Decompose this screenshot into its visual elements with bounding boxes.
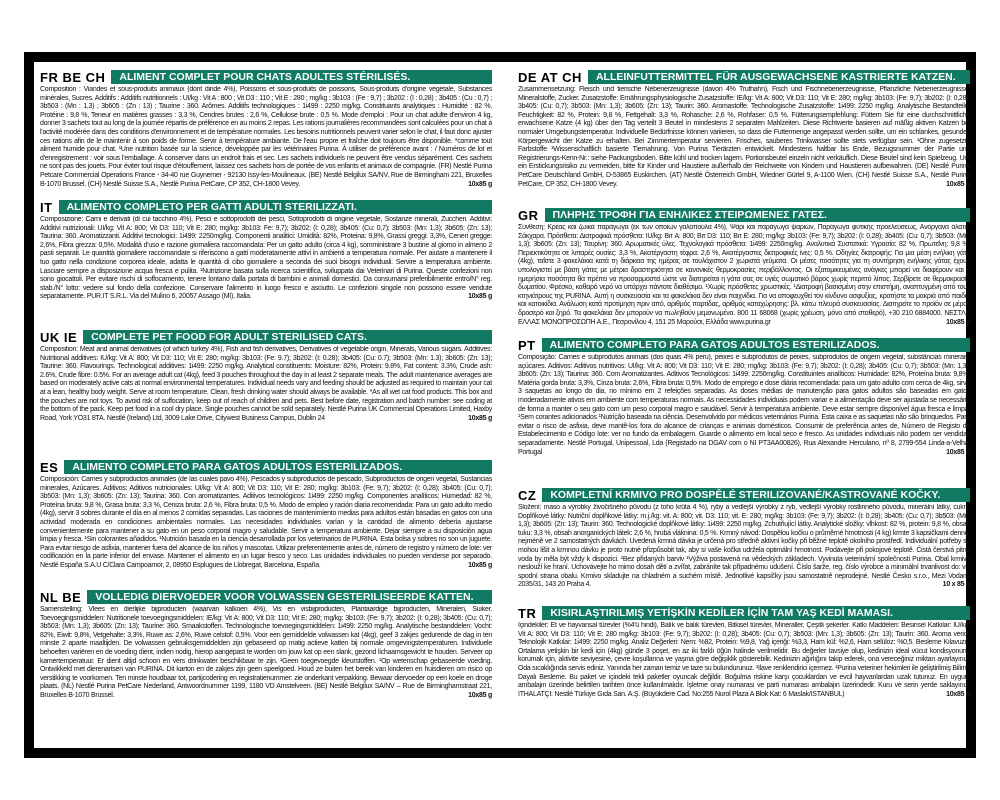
section-text: Složení: maso a výrobky živočišného původu (z toho krůta 4 %), ryby a vedlejší výrobky z ryb, vedlejší výrobky rostlinného původu, minerální látky, cukry. Doplňkové látky: Nutriční doplňkové látky: m.j./kg: vit. A: 800; vit. D3: 110; vit. E: 280; mg/kg: 3b103: (Fe: 9,7); 3b202: (I: 0,28); 3b405: (Cu: 0,7); 3b503: (Mn: 1,3); 3b605: (Zn: 13); Taurin: 360. Technologické doplňkové látky: 1i499: 2250 mg/kg. Zchutňující látky. Analytické složky: vlhkost: 82 %, protein: 9,8 %, obsah tuku: 3,3 %, obsah anorganických látek: 2,6 %, hrubá vláknina: 0,5 %. Krmný návod: Dospělou kočku o průměrné hmotnosti (4 kg) krmte 3 kapsičkami denně, nejméně ve 2 samostatných dávkách. Uvedená krmná dávka je určená pro středně aktivní kočky při běžné teplotě okolního prostředí. Individuální potřeby se mohou lišit a krmnou dávku je proto nutné přizpůsobit tak, aby si vaše kočka udržela optimální hmotnost. Podávejte při pokojové teplotě. Čistá čerstvá pitná voda by měla být vždy k dispozici. ¹Bez přidaných barviv ¹Výživa postavená na vědeckých základech. Vyvinuta veterinární společnosti Purina. Obal krmiva neslouží ke hraní. Uchovávejte ho mimo dosah dětí a zvířat, zabráníte tak případnému udušení. Číslo šarže, reg. číslo výrobce a minimální trvanlivost do: viz spodní strana obalu. Krmivo skladujte na chladném a suchém místě. Jednotlivé kapsičky jsou samostatně neprodejné. Nestlé Česko s.r.o., Mezi Vodami 2035/31, 143 20 Praha 4.	[518, 504, 970, 589]
left-column	[40, 70, 492, 720]
section-header	[518, 208, 970, 222]
country-code: CZ	[518, 487, 537, 503]
section-text: Composição: Carnes e subprodutos animais (dos quais 4% peru), peixes e subprodutos de peixes, subprodutos de origem vegetal, substâncias minerais, açúcares. Aditivos: Aditivos nutritivos: UI/kg: Vit A: 800; Vit D3: 110; Vit E: 280; mg/kg: 3b103: (Fe: 9,7); 3b202: (I: 0,28); 3b405: (Cu: 0,7); 3b503: (Mn: 1,3); 3b605: (Zn: 13); Taurina: 360. Com Aromatizantes. Aditivos Tecnológicos: 1i499: 2250mg/kg. Constituintes analíticos: Humidade: 82%, Proteína bruta: 9,8%, Matéria gorda bruta: 3,3%, Cinza bruta: 2,6%, Fibra bruta: 0,5%. Modo de emprego e dose diária recomendada: para um gato adulto com cerca de 4kg, sirva 3 saquetas ao longo do dia, no mínimo em 2 refeições separadas. As doses médias de manutenção para gatos adultos são baseadas em gatos moderadamente ativos em ambiente com temperaturas normais. As necessidades individuais podem variar e a alimentação deve ser ajustada se necessário de forma a manter o seu gato com um peso corporal magro e saudável. Servir à temperatura ambiente. Deve estar sempre disponível água fresca e limpa. ¹Sem corantes adicionados ¹Nutrição baseada na ciência. Desenvolvido por médicos veterinários Purina. Esta caixa e as saquetas não são brinquedos. Para evitar o risco de asfixia, deve mantê-los fora do alcance de crianças e animais domésticos. Consumir de preferência antes de, Número de Registo do Estabelecimento e Código lote: ver no fundo da embalagem. Guarde o alimento em local seco e fresco. As unidades individuais não podem ser vendidas separadamente. Nestlé Portugal, Unipessoal, Lda (Registado na DGAV com o NI PT3AA00826), Rua Alexandre Herculano, nº 8, 2799-554 Linda-a-Velha, Portugal	[518, 354, 970, 456]
country-code: FR BE CH	[40, 69, 106, 85]
section-text: Samenstelling: Vlees en dierlijke bijproducten (waarvan kalkoen 4%), Vis en visbijproducten, Plantaardige bijproducten, Mineralen, Suiker. Toevoegingsmiddelen: Nutritionele toevoegingsmiddelen: IE/kg: Vit A: 800; Vit D3: 110; Vit E: 280; mg/kg: 3b103: (Fe: 9,7); 3b202: (I: 0,28); 3b405: (Cu: 0,7); 3b503: (Mn: 1,3); 3b605: (Zn: 13); Taurine: 360. Smaakstoffen. Technologische toevoegingsmiddelen: 1i499: 2250 mg/kg. Analytische bestanddelen: Vocht: 82%, Eiwit: 9,8%, Vetgehalte: 3,3%, Ruwe as: 2,6%, Ruwe celstof: 0,5%. Voor een gemiddelde volwassen kat (4kg), geef 3 zakjes gedurende de dag in ten minste 2 aparte maaltijden. De volwassen gebruiksgemiddelden zijn gebaseerd op matig actieve katten bij normale omgevingstemperaturen. Individuele behoeften variëren en de voeding dient, indien nodig, hierop aangepast te worden om jouw kat op een slank, gezond lichaamsgewicht te houden. Serveer op kamertemperatuur. Er dient altijd schoon en vers drinkwater beschikbaar te zijn. ¹Geen toegevoegde kleurstoffen. ¹Op wetenschap gebaseerde voeding. Ontwikkeld met dierenartsen van PURINA. Dit karton en de zakjes zijn geen speelgoed. Houd ze buiten het bereik van kinderen en huisdieren om risico op verstikking te voorkomen. Ten minste houdbaar tot, partijcodering en registratienummer: zie onderkant verpakking. Bewaar diervoeder op een koele en droge plaats. (NL) Nestlé Purina PetCare Nederland, Antwoordnummer 1199, 1180 VD Amstelveen. (BE) Nestlé Belgilux SA/NV – Rue de Birminghamstraat 221, Bruxelles B-1070 Brussel.	[40, 606, 492, 699]
country-code: GR	[518, 207, 539, 223]
section-uk-ie	[40, 330, 492, 452]
section-title: ALIMENTO COMPLETO PER GATTI ADULTI STERILIZZATI.	[59, 200, 492, 214]
section-fr-be-ch	[40, 70, 492, 192]
section-title: ALIMENT COMPLET POUR CHATS ADULTES STÉRILISÉS.	[111, 70, 492, 84]
section-title: KOMPLETNÍ KRMIVO PRO DOSPĚLÉ STERILIZOVANÉ/KASTROVANÉ KOČKY.	[542, 488, 970, 502]
section-header	[518, 338, 970, 352]
country-code: UK IE	[40, 329, 78, 345]
section-tr	[518, 606, 970, 714]
right-column	[518, 70, 970, 722]
section-text: Σύνθεση: Κρέας και ζωικά παράγωγα (εκ των οποίων γαλοπούλα 4%), Ψάρι και παράγωγα ψαριών, Παράγωγα φυτικής προελεύσεως, Ανόργανα άλατα, Σάκχαρα. Πρόσθετα: Διατροφικά πρόσθετα: IU/kg: Βιτ A: 800; Βιτ D3: 110; Βιτ E: 280; mg/kg: 3b103: (Fe: 9,7); 3b202: (I: 0,28); 3b405: (Cu: 0,7); 3b503: (Mn: 1,3); 3b605: (Zn: 13); Ταυρίνη: 360. Αρωματικές ύλες. Τεχνολογικά πρόσθετα: 1i499: 2250mg/kg. Αναλυτικά Συστατικά: Υγρασία: 82 %, Πρωτεΐνη: 9,8 %, Περιεκτικότητα σε λιπαρές ουσίες: 3,3 %, Ακατέργαστη τέφρα: 2,6 %, Ακατέργαστες διατροφικές ίνες: 0,5 %. Οδηγίες διατροφής: Για μια μέση ενήλικη γάτα (4kg), ταΐστε 3 φακελάκια κατά τη διάρκεια της ημέρας σε τουλάχιστον 2 χωριστά γεύματα. Οι μέσες ποσότητες για τη συντήρηση ενήλικης γάτας έχουν υπολογιστεί με βάση γάτες με μέτρια δραστηριότητα σε κανονικές θερμοκρασίες περιβάλλοντος. Οι εξατομικευμένες ανάγκες μπορεί να διαφέρουν και η ημερήσια ποσότητα θα πρέπει να προσαρμοστεί ώστε να διατηρείται η γάτα σας σε υγιές σωματικό βάρος χωρίς περιττό λίπος. Σερβίρετε σε θερμοκρασία δωματίου. Φρέσκο, καθαρό νερό να υπάρχει πάντοτε διαθέσιμο. ¹Χωρίς πρόσθετες χρωστικές. ¹Διατροφή βασισμένη στην επιστήμη, αναπτυγμένη από τους κτηνιάτρους της PURINA. Αυτή η συσκευασία και τα φακελάκια δεν είναι παιχνίδια. Για να αποφευχθεί τον κίνδυνο ασφυξίας, κρατήστε τα μακριά από παιδιά και κατοικίδια. Ανάλωση κατά προτίμηση πριν από, αριθμός παρτίδας, αριθμός καταχώρησης: βλ. κάτω πλευρά συσκευασίας. Διατηρείτε το προϊόν σε μέρος δροσερό και ξηρό. Τα φακελάκια δεν μπορούν να πωληθούν μεμονωμένα. 800 11 68068 (χωρίς χρέωση, μόνο από σταθερό), +30 210 6884000. ΝΕΣΤΛΕ ΕΛΛΑΣ ΜΟΝΟΠΡΟΣΩΠΗ Α.Ε., Πεσρονίλου 4, 151 25 Μαρούσι, Ελλάδα www.purina.gr	[518, 224, 970, 326]
section-body	[40, 606, 492, 712]
section-pt	[518, 338, 970, 480]
section-body	[40, 346, 492, 452]
section-text: İçindekiler: Et ve hayvansal türevler (%4'ü hindi), Balık ve balık türevleri, Bitkisel türevler, Mineraller, Çeşitli şekerler. Katkı Maddeleri: Besinsel Katkılar: IU/kg: Vit A: 800; Vit D3: 110; Vit E: 280 mg/kg: 3b103: (Fe: 9,7); 3b202: (I: 0,28); 3b405: (Cu: 0,7); 3b503: (Mn: 1,3); 3b605: (Zn: 13); Taurin: 360. Aroma verici. Teknolojik Katkılar: 1i499: 2250 mg/kg. Analiz Değerleri: Nem: %82, Protein: %9,8, Yağ içeriği: %3,3, Ham kül: %2,6, Ham selüloz: %0,5. Besleme Kılavuzu: Ortalama yetişkin bir kedi için (4kg) günde 3 poşet, en az iki farklı öğün halinde verilmelidir. Bu değerler tavsiye olup, kedinizin ideal vücut kondisyonunu korumak için, aktivite seviyesine, çevre koşullarına ve yaşına göre değişiklik gösterebilir. Kedinizin ağırlığını takip ederek, ona vereceğiniz miktarı ayarlayınız. Oda sıcaklığında servis ediniz. Yanında her zaman temiz ve taze su bulundurunuz. ¹Ilave renklendirici içermez. ¹Purina veteriner hekimleri ile geliştirilmiş Bilime Dayalı Besleme. Bu paket ve içindeki tekli paketler oyuncak değildir. Boğulma riskine karşı çocuklardan ve evcil hayvanlardan uzak tutunuz. En uygun, ambalajın üzerinde belirtilen tarihten önce kullanılmalıdır. İşletme onay numarası ve parti numarası ambalajın üzerindedir. Kuru ve serin yerde saklayınız. ITHALATÇI: Nestlé Türkiye Gıda San. A.Ş. (Büyükdere Cad. No:255 Nurol Plaza A Blok Kat: 6 Maslak/ISTANBUL)	[518, 622, 970, 698]
section-title: KISIRLAŞTIRILMIŞ YETİŞKİN KEDİLER İÇİN TAM YAŞ KEDİ MAMASI.	[542, 606, 970, 620]
section-body	[518, 86, 970, 200]
section-cz	[518, 488, 970, 598]
section-title: ΠΛΗΡΗΣ ΤΡΟΦΗ ΓΙΑ ΕΝΗΛΙΚΕΣ ΣΤΕΙΡΩΜΕΝΕΣ ΓΑΤΕΣ.	[545, 208, 971, 222]
section-body	[518, 354, 970, 480]
section-header	[518, 606, 970, 620]
net-weight: 10x85 g	[468, 561, 492, 569]
section-it	[40, 200, 492, 322]
section-body	[40, 476, 492, 582]
section-text: Zusammensetzung: Fleisch und tierische Nebenerzeugnisse (davon 4% Truthahn), Fisch und Fischnebenerzeugnisse, Pflanzliche Nebenerzeugnisse, Mineralstoffe, Zucker. Zusatzstoffe: Ernährungsphysiologische Zusatzstoffe: IE/kg: Vit A: 800; Vit D3: 110; Vit E: 280; mg/kg: 3b103: (Fe: 9,7); 3b202: (I: 0,28); 3b405: (Cu: 0,7); 3b503: (Mn: 1,3); 3b605: (Zn: 13); Taurin: 360. Aromastoffe. Technologische Zusatzstoffe: 1i499: 2250 mg/kg. Analytische Bestandteile: Feuchtigkeit: 82 %, Protein: 9,8 %, Fettgehalt: 3,3 %, Rohasche: 2,6 %, Rohfaser: 0,5 %. Fütterungsempfehlung: Füttern Sie für eine durchschnittliche erwachsene Katze (4 kg) über den Tag verteilt 3 Beutel in mindestens 2 separaten Mahlzeiten. Diese Richtwerte basieren auf mäßig aktiven Katzen bei normaler Umgebungstemperatur. Individuelle Bedürfnisse können variieren, so dass die Futtermenge angepasst werden sollte, um ein schlankes, gesundes Körpergewicht der Katze zu erhalten. Bei Zimmertemperatur servieren. Frisches, sauberes Trinkwasser sollte stets verfügbar sein. ¹Ohne zugesetzte Farbstoffe ¹Wissenschaftlich basierte Tiernahrung. Von Purina Tierärzten entwickelt. Mindestens haltbar bis Ende, Bezugsnummer der Partie und Registrierungs-Kenn-Nr.: siehe Packungsboden. Bitte kühl und trocken lagern. Portionsbeutel einzeln nicht verkäuflich. Diese Beutel sind kein Spielzeug. Um ein Erstickungsrisiko zu vermeiden, bitte für Kinder und Haustiere außerhalb der Reichweite von Kindern und Haustieren aufbewahren. (DE) Nestlé Purina PetCare Deutschland GmbH, D-53865 Euskirchen. (AT) Nestlé Österreich GmbH, Wiedner Gürtel 9, A-1100 Wien. (CH) Nestlé Suisse S.A., Nestlé Purina PetCare, CP 352, CH-1800 Vevey.	[518, 86, 970, 188]
country-code: PT	[518, 337, 536, 353]
net-weight: 10x85 g	[468, 293, 492, 301]
section-es	[40, 460, 492, 582]
net-weight: 10x85 g	[946, 690, 970, 698]
section-title: VOLLEDIG DIERVOEDER VOOR VOLWASSEN GESTERILISEERDE KATTEN.	[87, 590, 492, 604]
section-text: Composizione: Carni e derivati (di cui tacchino 4%), Pesci e sottoprodotti dei pesci, Sottoprodotti di origine vegetale, Sostanze minerali, Zuccheri. Additivi: Additivi nutrizionali: UI/kg: Vit A: 800; Vit D3: 110; Vit E: 280; mg/kg: 3b103: Fe: 9,7); 3b202: (I: 0,28); 3b405: (Cu: 0,7); 3b503: (Mn: 1,3); 3b605: (Zn: 13); Taurina: 360. Aromatizzanti. Additivi tecnologici: 1i499: 2250mg/kg. Componenti analitici: Umidità: 82%, Proteina: 9,8%, Grassi greggi: 3,3%, Ceneri gregge: 2,6%, Fibra grezza: 0,5%. Modalità d'uso e razione giornaliera raccomandata: Per un gatto adulto (circa 4 kg), somministrare 3 bustine al giorno in almeno 2 pasti separati. Le quantità giornaliere raccomandate si riferiscono a gatti moderatamente attivi in ambienti a temperatura normale. Per aiutare a mantenere il tuo gatto nella condizione corporea ideale, adatta le quantità di cibo giornaliere a seconda dei suoi bisogni individuali. Servire a temperatura ambiente. Lasciare sempre a disposizione acqua fresca e pulita. ¹Nutrizione basata sulla ricerca scientifica, sviluppata dai Veterinari di Purina. Queste confezioni non sono giocattoli. Per evitare rischi di soffocamento, tenere lontano dalla portata di bambini e animali domestici. Da consumarsi preferibilmente entro/N° reg. stab./N° lotto: vedere sul fondo della confezione. Conservare l'alimento in luogo fresco e asciutto. Le confezioni singole non possono essere vendute separatamente. PUR.IT S.R.L. Via del Mulino 6, 20057 Assago (MI), Italia.	[40, 216, 492, 301]
section-header	[40, 70, 492, 84]
section-text: Composición: Carnes y subproductos animales (de las cuales pavo 4%), Pescados y subproductos de pescado, Subproductos de origen vegetal, Sustancias minerales, Azúcares. Aditivos: Aditivos nutricionales: UI/kg: Vit A: 800; Vit D3: 110; Vit E: 280; mg/kg: 3b103: (Fe: 9,7); 3b202: (I: 0,28); 3b405: (Cu: 0,7); 3b503: (Mn: 1,3); 3b605: (Zn: 13); Taurina: 360. Con aromatizantes. Aditivos tecnológicos: 1i499: 2250 mg/kg. Componentes analíticos: Humedad: 82 %, Proteína bruta: 9,8 %, Grasa bruta: 3,3 %, Ceniza bruta: 2,6 %, Fibra bruta: 0,5 %. Modo de empleo y ración diaria recomendada: Para un gato adulto medio (4kg), servir 3 sobres durante el día en al menos 2 comidas separadas. Las raciones de mantenimiento medias para adultos están basadas en gatos con una actividad moderada en condiciones ambientales normales. Las necesidades individuales varían y la cantidad de alimento debería ajustarse convenientemente para mantener a su gato en un peso corporal magro y saludable. Servir a temperatura ambiente. Dejar siempre a su disposición agua limpia y fresca. ¹Sin colorantes añadidos. ¹Nutrición basada en la ciencia desarrollada por los veterinarios de PURINA. Esta bolsa y sobres no son un juguete. Para evitar riesgo de asfixia, mantener fuera del alcance de los niños y mascotas. Utilizar preferentemente antes de, número de registro y número de lote: ver codificación en la parte inferior del envase. Mantener el alimento en un lugar fresco y seco. Las unidades individuales no pueden venderse por separado. Nestlé España S.A.U C/Clara Campoamor, 2, 08950 Esplugues de Llobregat, Barcelona, España.	[40, 476, 492, 569]
section-header	[518, 488, 970, 502]
section-header	[40, 460, 492, 474]
net-weight: 10x85 g	[946, 180, 970, 188]
section-text: Composition : Viandes et sous-produits animaux (dont dinde 4%), Poissons et sous-produits de poissons, Sous-produits d'origine végétale, Substances minérales, Sucres. Additifs : Additifs nutritionnels : UI/kg : Vit A : 800 ; Vit D3 : 110 ; Vit E : 280 ; mg/kg : 3b103 : (Fe : 9,7) ; 3b202 : (I : 0,28) ; 3b405 : (Cu : 0,7) ; 3b503 : (Mn : 1,3) ; 3b605 : (Zn : 13) ; Taurine : 360. Arômes. Additifs technologiques : 1i499 : 2250 mg/kg. Constituants analytiques : Humidité : 82 %, Protéine : 9,8 %, Teneur en matières grasses : 3,3 %, Cendres brutes : 2,6 %, Cellulose brute : 0,5 %. Mode d'emploi : Pour un chat adulte d'environ 4 kg, donner 3 sachets tout au long de la journée répartis de préférence en au moins 2 repas. Les rations journalières recommandées sont calculées pour un chat à l'activité modérée dans des conditions d'environnement et de température normales. Les besoins nutritionnels peuvent varier selon le chat, il faut donc ajuster ces rations afin de le maintenir à son poids de forme. Servir à température ambiante. De l'eau propre et fraîche doit toujours être disponible. *comme tout aliment humide pour chat. ¹Une nutrition basée sur la science, développée par les vétérinaires Purina. À utiliser de préférence avant : / Numéros de lot et d'enregistrement : voir sous l'emballage. À conserver dans un endroit frais et sec. Les sachets individuels ne peuvent être vendus séparément. Ces sachets ne sont pas des jouets. Pour éviter tout risque d'étouffement, laissez ces sachets hors de portée de vos enfants et animaux de compagnie. (FR) Nestlé Purina Petcare Commercial Operations France - 34-40 rue Guynemer - 92130 Issy-les-Moulineaux. (BE) Nestlé Belgilux SA/NV, Rue de Birmingham 221, Bruxelles B-1070 Brussel. (CH) Nestlé Suisse S.A., Nestlé Purina PetCare, CP 352, CH-1800 Vevey.	[40, 86, 492, 188]
section-header	[40, 330, 492, 344]
section-de-at-ch	[518, 70, 970, 200]
section-header	[40, 590, 492, 604]
section-header	[518, 70, 970, 84]
country-code: NL BE	[40, 589, 82, 605]
country-code: TR	[518, 605, 537, 621]
label-panel	[24, 52, 976, 758]
section-header	[40, 200, 492, 214]
section-body	[518, 622, 970, 714]
net-weight: 10x85 g	[946, 318, 970, 326]
section-gr	[518, 208, 970, 330]
country-code: IT	[40, 199, 53, 215]
section-body	[518, 224, 970, 330]
section-title: ALLEINFUTTERMITTEL FÜR AUSGEWACHSENE KASTRIERTE KATZEN.	[588, 70, 970, 84]
net-weight: 10 x 85 g	[942, 581, 970, 589]
section-body	[40, 216, 492, 322]
section-text: Composition: Meat and animal derivatives (of which turkey 4%), Fish and fish derivatives, Derivatives of vegetable origin, Minerals, Various sugars. Additives: Nutritional additives: IU/kg: Vit A: 800; Vit D3: 110; Vit E: 280; mg/kg: 3b103: (Fe: 9.7); 3b202: (I: 0.28); 3b405: (Cu: 0.7); 3b503: (Mn: 1.3); 3b605: (Zn: 13); Taurine: 360. Flavourings. Technological additives: 1i499: 2250 mg/kg. Analytical constituents: Moisture: 82%, Protein: 9.8%, Fat content: 3.3%, Crude ash: 2.6%, Crude fibre: 0.5%. For an average adult cat (4kg), feed 3 pouches throughout the day in at least 2 separate meals. The adult maintenance averages are based on moderately active cats at normal environmental temperatures. Individual needs vary and feeding should be adjusted as required to maintain your cat at a lean, healthy body weight. Serve at room temperature. Clean, fresh drinking water should always be available. *As all wet cat food products. This box and the pouches are not toys. To avoid risk of suffocation, keep out of reach of children and pets. Best before date, registration and batch number: see coding at the bottom of the pack. Keep pet food in a cool dry place. Single pouches cannot be sold separately. Nestlé Purina UK Commercial Operations Limited, Haxby Road, York YO31 8TA. Nestlé (Ireland) Ltd, 3009 Lake Drive, Citywest Business Campus, Dublin 24	[40, 346, 492, 422]
net-weight: 10x85 g	[468, 414, 492, 422]
section-nl-be	[40, 590, 492, 712]
section-title: ALIMENTO COMPLETO PARA GATOS ADULTOS ESTERILIZADOS.	[542, 338, 970, 352]
net-weight: 10x85 g	[468, 691, 492, 699]
section-body	[40, 86, 492, 192]
section-body	[518, 504, 970, 598]
country-code: DE AT CH	[518, 69, 582, 85]
section-title: ALIMENTO COMPLETO PARA GATOS ADULTOS ESTERILIZADOS.	[64, 460, 492, 474]
section-title: COMPLETE PET FOOD FOR ADULT STERILISED CATS.	[83, 330, 492, 344]
net-weight: 10x85 g	[468, 180, 492, 188]
net-weight: 10x85 g	[946, 448, 970, 456]
country-code: ES	[40, 459, 59, 475]
